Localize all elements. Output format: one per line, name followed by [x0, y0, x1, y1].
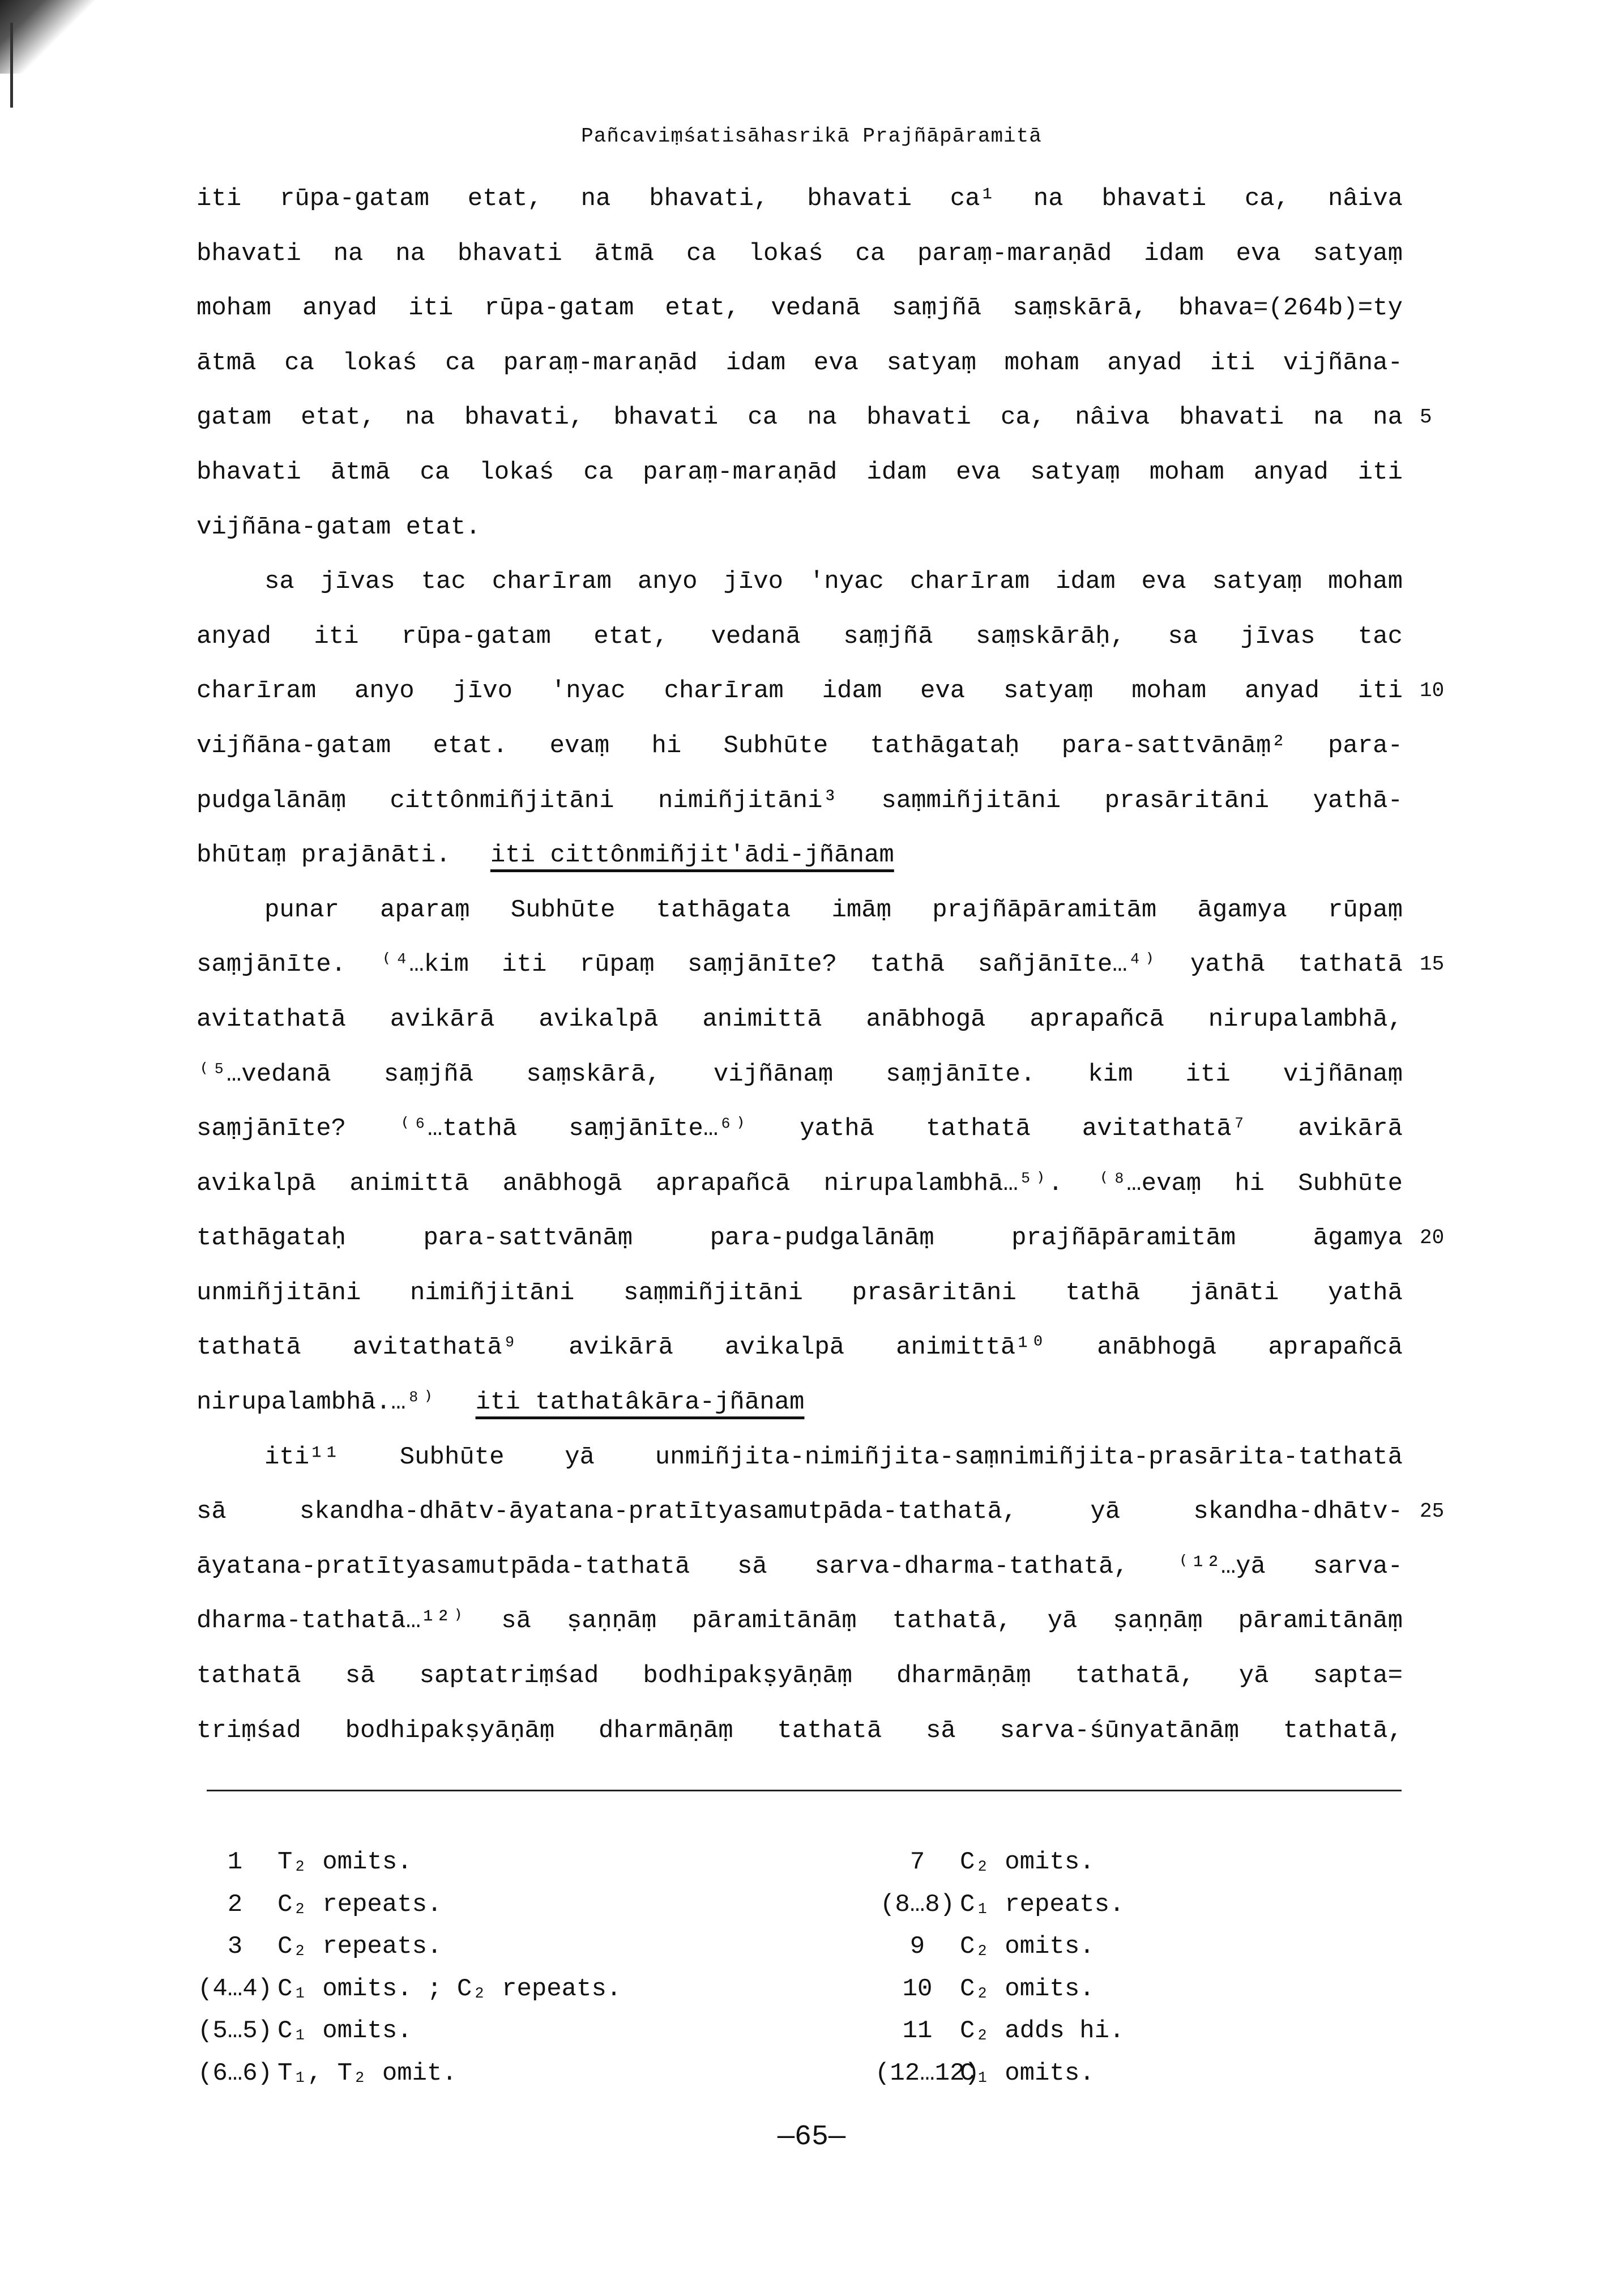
text-line-content: [197, 1102, 1403, 1156]
line-text: avitathatā avikārā avikalpā animittā anābhogā aprapañcā nirupalambhā,: [197, 1005, 1403, 1034]
text-line: [197, 1430, 1403, 1485]
footnote: [193, 1845, 412, 1879]
text-line-content: [197, 992, 1403, 1047]
footnote: [875, 1972, 1095, 2006]
line-text: tathatā sā saptatriṃśad bodhipakṣyāṇāṃ dharmāṇāṃ tathatā, yā sapta=: [197, 1662, 1403, 1691]
text-line: [197, 1266, 1403, 1321]
text-line-content: [197, 1266, 1403, 1321]
line-text: charīram anyo jīvo 'nyac charīram idam eva satyaṃ moham anyad iti: [197, 677, 1403, 706]
footnote: [193, 1930, 442, 1964]
line-text: ātmā ca lokaś ca paraṃ-maraṇād idam eva satyaṃ moham anyad iti vijñāna-: [197, 348, 1403, 377]
footnote-divider: [207, 1790, 1402, 1791]
text-line-content: [197, 609, 1403, 664]
text-line: [197, 1320, 1403, 1375]
scan-edge-artifact: [10, 23, 13, 108]
text-line: [197, 1102, 1403, 1156]
line-text: triṃśad bodhipakṣyāṇāṃ dharmāṇāṃ tathatā sā sarva-śūnyatānāṃ tathatā,: [197, 1716, 1403, 1745]
text-line: [197, 445, 1403, 500]
line-number: 25: [1420, 1500, 1445, 1523]
text-line: [197, 172, 1403, 227]
footnote: [193, 1972, 621, 2006]
line-text: bhavati ātmā ca lokaś ca paraṃ-maraṇād idam eva satyaṃ moham anyad iti: [197, 458, 1403, 486]
footnote: [875, 2056, 1095, 2090]
footnote-text: T₂ omits.: [277, 1848, 412, 1876]
line-text: avikalpā animittā anābhogā aprapañcā nirupalambhā…⁵⁾. ⁽⁸…evaṃ hi Subhūte: [197, 1169, 1403, 1198]
text-line-content: [197, 1211, 1403, 1266]
footnote-number: 3: [227, 1932, 243, 1961]
text-line-content: [197, 1649, 1403, 1704]
footnote-number: (5…5): [197, 2017, 273, 2045]
line-text: sā skandha-dhātv-āyatana-pratītyasamutpāda-tathatā, yā skandha-dhātv-: [197, 1497, 1403, 1526]
footnote-text: C₁ omits.: [960, 2059, 1095, 2088]
text-line-content: [197, 500, 1403, 555]
line-text: gatam etat, na bhavati, bhavati ca na bhavati ca, nâiva bhavati na na: [197, 403, 1403, 432]
line-text: moham anyad iti rūpa-gatam etat, vedanā saṃjñā saṃskārā, bhava=(264b)=ty: [197, 294, 1403, 323]
line-text: ⁽⁵…vedanā saṃjñā saṃskārā, vijñānaṃ saṃjānīte. kim iti vijñānaṃ: [197, 1060, 1403, 1089]
text-line: [197, 1594, 1403, 1649]
text-line: [197, 1375, 1403, 1430]
line-text: pudgalānāṃ cittônmiñjitāni nimiñjitāni³ saṃmiñjitāni prasāritāni yathā-: [197, 786, 1403, 815]
text-line: [197, 1704, 1403, 1759]
line-number: 10: [1420, 679, 1445, 703]
text-line-content: [197, 1539, 1403, 1594]
text-line-content: [197, 1594, 1403, 1649]
text-line-content: [197, 719, 1403, 774]
line-text: punar aparaṃ Subhūte tathāgata imāṃ prajñāpāramitām āgamya rūpaṃ: [264, 895, 1403, 924]
footnote-text: C₁ omits.: [277, 2017, 412, 2045]
footnote: [193, 1888, 442, 1922]
running-header: Pañcaviṃśatisāhasrikā Prajñāpāramitā: [581, 125, 1042, 148]
footnote-number: 11: [902, 2017, 933, 2045]
text-line-content: [197, 227, 1403, 281]
footnote: [193, 2056, 457, 2090]
line-text: iti¹¹ Subhūte yā unmiñjita-nimiñjita-saṃnimiñjita-prasārita-tathatā: [264, 1443, 1403, 1471]
line-text: nirupalambhā.…⁸⁾: [197, 1388, 436, 1417]
line-text: saṃjānīte. ⁽⁴…kim iti rūpaṃ saṃjānīte? tathā sañjānīte…⁴⁾ yathā tathatā: [197, 950, 1403, 979]
line-number: 20: [1420, 1226, 1445, 1250]
text-line-content: [197, 336, 1403, 391]
line-text: anyad iti rūpa-gatam etat, vedanā saṃjñā saṃskārāḥ, sa jīvas tac: [197, 622, 1403, 651]
text-line-content: [197, 1047, 1403, 1102]
text-line-content: [197, 445, 1403, 500]
line-text: sa jīvas tac charīram anyo jīvo 'nyac charīram idam eva satyaṃ moham: [264, 567, 1403, 596]
text-line: [197, 828, 1403, 883]
text-line: [197, 992, 1403, 1047]
footnote-text: T₁, T₂ omit.: [277, 2059, 457, 2088]
footnote-text: C₂ adds hi.: [960, 2017, 1125, 2045]
text-line-content: [197, 664, 1403, 719]
text-line: [197, 1047, 1403, 1102]
line-text: vijñāna-gatam etat.: [197, 513, 481, 541]
text-line-content: [197, 883, 1403, 938]
text-line: [197, 554, 1403, 609]
footnote-number: (4…4): [197, 1974, 273, 2003]
text-line-content: [197, 281, 1403, 336]
text-line: [197, 1484, 1445, 1539]
text-line: [197, 500, 1403, 555]
text-line-content: [197, 1430, 1403, 1485]
text-line: [197, 1539, 1403, 1594]
footnote-number: 1: [227, 1848, 243, 1876]
text-line: [197, 336, 1403, 391]
line-text: vijñāna-gatam etat. evaṃ hi Subhūte tathāgataḥ para-sattvānāṃ² para-: [197, 731, 1403, 760]
footnote-number: (6…6): [197, 2059, 273, 2088]
line-text: tathāgataḥ para-sattvānāṃ para-pudgalānāṃ prajñāpāramitām āgamya: [197, 1224, 1403, 1253]
footnote-number: (12…12): [875, 2059, 980, 2088]
text-line: [197, 937, 1445, 992]
line-text: bhavati na na bhavati ātmā ca lokaś ca paraṃ-maraṇād idam eva satyaṃ: [197, 239, 1403, 268]
section-title-underlined: iti tathatâkāra-jñānam: [475, 1388, 805, 1417]
footnote-number: 9: [909, 1932, 925, 1961]
line-text: dharma-tathatā…¹²⁾ sā ṣaṇṇāṃ pāramitānāṃ tathatā, yā ṣaṇṇāṃ pāramitānāṃ: [197, 1607, 1403, 1636]
line-text: āyatana-pratītyasamutpāda-tathatā sā sarva-dharma-tathatā, ⁽¹²…yā sarva-: [197, 1552, 1403, 1581]
text-line-content: [197, 1320, 1403, 1375]
text-line-content: [197, 774, 1403, 829]
text-line: [197, 390, 1432, 445]
footnote-text: C₁ repeats.: [960, 1890, 1125, 1919]
footnote-number: (8…8): [879, 1890, 955, 1919]
footnote: [875, 1845, 1095, 1879]
footnote-text: C₂ repeats.: [277, 1890, 442, 1919]
footnote-text: C₂ repeats.: [277, 1932, 442, 1961]
text-line: [197, 883, 1403, 938]
section-title-underlined: iti cittônmiñjit'ādi-jñānam: [490, 841, 894, 870]
footnote-number: 7: [909, 1848, 925, 1876]
footnote-text: C₂ omits.: [960, 1932, 1095, 1961]
footnote-text: C₁ omits. ; C₂ repeats.: [277, 1974, 622, 2003]
text-line-content: [197, 172, 1403, 227]
text-line: [197, 1211, 1445, 1266]
text-line: [197, 719, 1403, 774]
page-number: —65—: [777, 2121, 846, 2153]
text-line: [197, 609, 1403, 664]
footnote: [875, 2014, 1124, 2048]
text-line-content: [197, 1704, 1403, 1759]
footnote-number: 10: [902, 1974, 933, 2003]
text-line-content: [197, 937, 1403, 992]
text-line-content: [197, 554, 1403, 609]
scan-corner-artifact: [0, 0, 102, 74]
text-line: [197, 1156, 1403, 1211]
text-line: [197, 1649, 1403, 1704]
line-text: tathatā avitathatā⁹ avikārā avikalpā animittā¹⁰ anābhogā aprapañcā: [197, 1333, 1403, 1362]
line-text: unmiñjitāni nimiñjitāni saṃmiñjitāni prasāritāni tathā jānāti yathā: [197, 1278, 1403, 1307]
footnote: [193, 2014, 412, 2048]
footnote-text: C₂ omits.: [960, 1848, 1095, 1876]
text-line-content: [197, 828, 1403, 883]
text-line: [197, 281, 1403, 336]
footnote: [875, 1888, 1124, 1922]
line-text: saṃjānīte? ⁽⁶…tathā saṃjānīte…⁶⁾ yathā tathatā avitathatā⁷ avikārā: [197, 1115, 1403, 1143]
text-line: [197, 664, 1445, 719]
line-number: 5: [1420, 406, 1432, 429]
text-line: [197, 774, 1403, 829]
line-text: iti rūpa-gatam etat, na bhavati, bhavati ca¹ na bhavati ca, nâiva: [197, 185, 1403, 213]
text-line-content: [197, 1484, 1403, 1539]
line-text: bhūtaṃ prajānāti.: [197, 841, 451, 870]
footnote-text: C₂ omits.: [960, 1974, 1095, 2003]
footnote: [875, 1930, 1095, 1964]
line-number: 15: [1420, 953, 1445, 976]
main-text: [197, 172, 1445, 1758]
text-line: [197, 227, 1403, 281]
text-line-content: [197, 390, 1403, 445]
text-line-content: [197, 1156, 1403, 1211]
footnote-number: 2: [227, 1890, 243, 1919]
text-line-content: [197, 1375, 1403, 1430]
